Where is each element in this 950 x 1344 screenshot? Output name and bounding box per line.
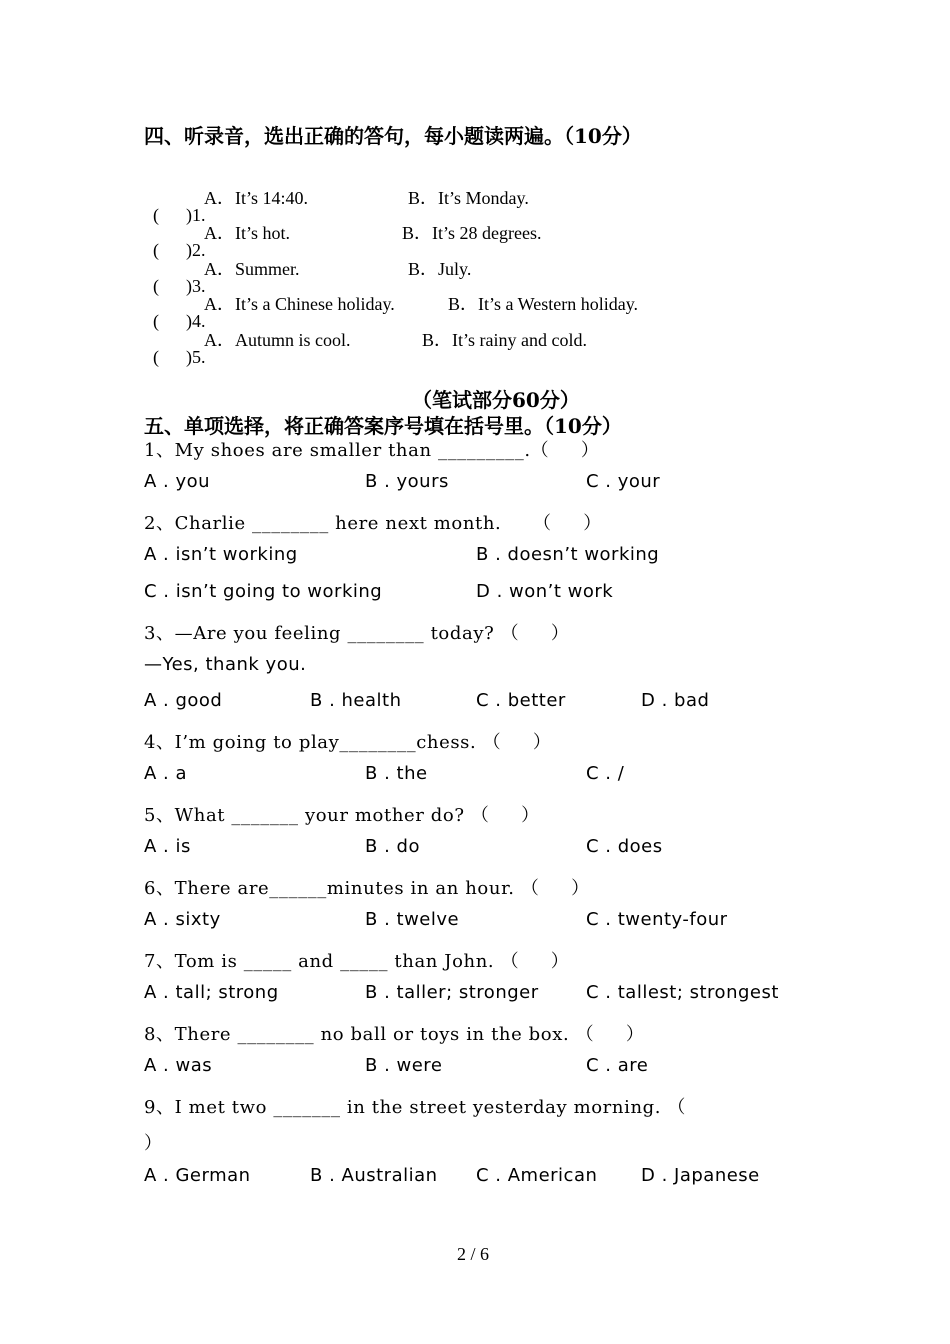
listening-item-5 [144, 326, 206, 368]
option[interactable]: A . is [144, 836, 191, 857]
question-8: 8、There ________ no ball or toys in the box. （ ） [144, 1024, 645, 1045]
option[interactable]: A . isn’t working [144, 544, 298, 565]
page-number: 2 / 6 [457, 1244, 490, 1264]
answer-paren[interactable]: ( ) [153, 205, 192, 225]
item-number: 4. [192, 311, 206, 331]
listening-option-a: A．It’s hot. [204, 223, 291, 243]
option[interactable]: C . tallest; strongest [586, 982, 779, 1003]
question-2: 2、Charlie ________ here next month. （ ） [144, 513, 602, 534]
question-9: 9、I met two _______ in the street yesterday morning. （ [144, 1097, 686, 1118]
listening-option-a: A．It’s a Chinese holiday. [204, 294, 395, 314]
answer-paren[interactable]: ( ) [153, 347, 192, 367]
option[interactable]: A . good [144, 690, 223, 711]
item-number: 5. [192, 347, 206, 367]
question-4: 4、I’m going to play________chess. （ ） [144, 732, 552, 753]
option[interactable]: B . doesn’t working [476, 544, 660, 565]
option[interactable]: A . a [144, 763, 188, 784]
question-1: 1、My shoes are smaller than _________.（ ） [144, 440, 600, 461]
option[interactable]: B . twelve [365, 909, 460, 930]
option[interactable]: D . won’t work [476, 581, 614, 602]
listening-option-b: B．It’s rainy and cold. [422, 330, 587, 350]
option[interactable]: B . were [365, 1055, 443, 1076]
answer-paren[interactable]: ( ) [153, 311, 192, 331]
item-number: 2. [192, 240, 206, 260]
option[interactable]: A . tall; strong [144, 982, 279, 1003]
question-5: 5、What _______ your mother do? （ ） [144, 805, 540, 826]
option[interactable]: C . American [476, 1165, 598, 1186]
option[interactable]: C . does [586, 836, 663, 857]
answer-paren[interactable]: ( ) [153, 240, 192, 260]
option[interactable]: B . yours [365, 471, 449, 492]
section4-heading: 四、听录音，选出正确的答句，每小题读两遍。（10分） [144, 124, 642, 148]
question-9-paren-close: ） [144, 1133, 163, 1154]
option[interactable]: B . Australian [310, 1165, 438, 1186]
option[interactable]: C . twenty-four [586, 909, 728, 930]
option[interactable]: C . / [586, 763, 625, 784]
item-number: 3. [192, 276, 206, 296]
option[interactable]: C . better [476, 690, 566, 711]
listening-option-a: A．Autumn is cool. [204, 330, 351, 350]
option[interactable]: A . was [144, 1055, 213, 1076]
listening-option-b: B．It’s 28 degrees. [402, 223, 542, 243]
listening-option-a: A．It’s 14:40. [204, 188, 309, 208]
written-part-title: （笔试部分60分） [412, 388, 580, 412]
option[interactable]: A . sixty [144, 909, 221, 930]
option[interactable]: B . the [365, 763, 428, 784]
option[interactable]: B . health [310, 690, 402, 711]
option[interactable]: A . you [144, 471, 211, 492]
listening-option-b: B．It’s Monday. [408, 188, 529, 208]
option[interactable]: D . bad [641, 690, 710, 711]
question-6: 6、There are______minutes in an hour. （ ） [144, 878, 590, 899]
item-number: 1. [192, 205, 206, 225]
option[interactable]: B . do [365, 836, 420, 857]
option[interactable]: C . your [586, 471, 661, 492]
option[interactable]: B . taller; stronger [365, 982, 539, 1003]
answer-paren[interactable]: ( ) [153, 276, 192, 296]
listening-option-a: A．Summer. [204, 259, 300, 279]
option[interactable]: C . isn’t going to working [144, 581, 383, 602]
listening-option-b: B．It’s a Western holiday. [448, 294, 639, 314]
question-3: 3、—Are you feeling ________ today? （ ） [144, 623, 570, 644]
option[interactable]: C . are [586, 1055, 649, 1076]
question-7: 7、Tom is _____ and _____ than John. （ ） [144, 951, 570, 972]
listening-option-b: B．July. [408, 259, 472, 279]
question-3-reply: —Yes, thank you. [144, 654, 307, 675]
option[interactable]: A . German [144, 1165, 251, 1186]
option[interactable]: D . Japanese [641, 1165, 760, 1186]
section5-heading: 五、单项选择，将正确答案序号填在括号里。（10分） [144, 414, 622, 438]
